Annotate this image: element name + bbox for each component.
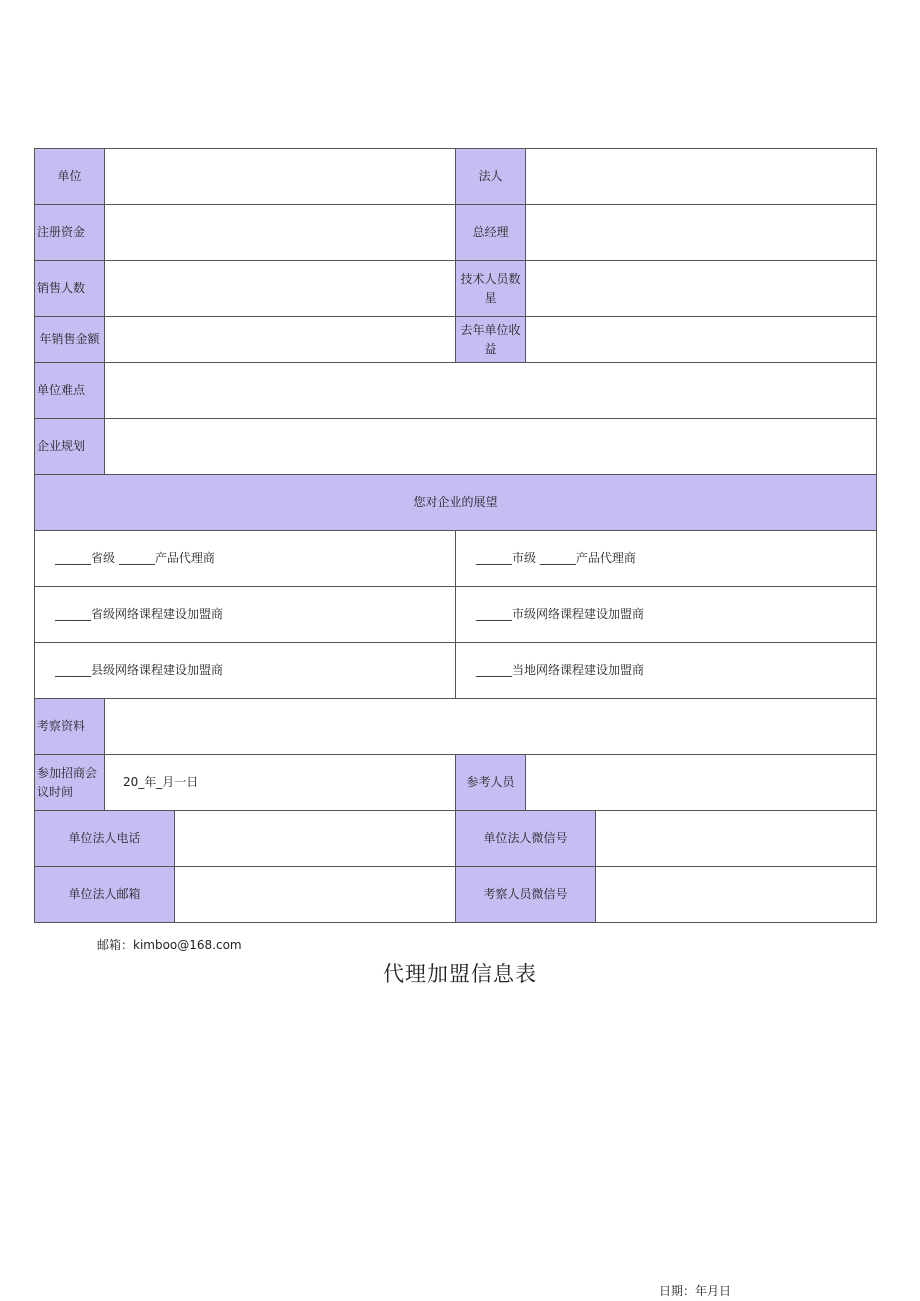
attendees-label: 参考人员 xyxy=(456,755,526,811)
annual-sales-label: 年销售金额 xyxy=(35,317,105,363)
last-year-income-field[interactable] xyxy=(526,317,877,363)
legal-phone-field[interactable] xyxy=(175,811,456,867)
option-provincial-product-agent[interactable]: ______省级 ______产品代理商 xyxy=(35,531,456,587)
legal-person-field[interactable] xyxy=(526,149,877,205)
attendees-field[interactable] xyxy=(526,755,877,811)
date-line: 日期：年月日 xyxy=(659,1284,732,1298)
legal-email-field[interactable] xyxy=(175,867,456,923)
unit-difficulties-label: 单位难点 xyxy=(35,363,105,419)
enterprise-plan-field[interactable] xyxy=(105,419,877,475)
tech-staff-count-label: 技术人员数星 xyxy=(456,261,526,317)
legal-phone-label: 单位法人电话 xyxy=(35,811,175,867)
sales-staff-count-field[interactable] xyxy=(105,261,456,317)
legal-email-label: 单位法人邮箱 xyxy=(35,867,175,923)
tech-staff-count-field[interactable] xyxy=(526,261,877,317)
form-title: 代理加盟信息表 xyxy=(383,962,537,986)
unit-difficulties-field[interactable] xyxy=(105,363,877,419)
option-city-product-agent[interactable]: ______市级 ______产品代理商 xyxy=(456,531,877,587)
meeting-time-field[interactable]: 20_年_月一日 xyxy=(105,755,456,811)
option-county-course-franchise[interactable]: ______县级网络课程建设加盟商 xyxy=(35,643,456,699)
contact-email: 邮箱：kimboo@168.com xyxy=(97,938,242,952)
option-local-course-franchise[interactable]: ______当地网络课程建设加盟商 xyxy=(456,643,877,699)
sales-staff-count-label: 销售人数 xyxy=(35,261,105,317)
general-manager-label: 总经理 xyxy=(456,205,526,261)
unit-field[interactable] xyxy=(105,149,456,205)
agent-application-form xyxy=(34,148,877,923)
inspection-materials-label: 考察资料 xyxy=(35,699,105,755)
expectation-header: 您对企业的展望 xyxy=(35,475,877,531)
legal-wechat-label: 单位法人微信号 xyxy=(456,811,596,867)
legal-wechat-field[interactable] xyxy=(596,811,877,867)
annual-sales-field[interactable] xyxy=(105,317,456,363)
inspector-wechat-field[interactable] xyxy=(596,867,877,923)
general-manager-field[interactable] xyxy=(526,205,877,261)
meeting-time-label: 参加招商会议时间 xyxy=(35,755,105,811)
last-year-income-label: 去年单位收益 xyxy=(456,317,526,363)
option-provincial-course-franchise[interactable]: ______省级网络课程建设加盟商 xyxy=(35,587,456,643)
registered-capital-label: 注册资金 xyxy=(35,205,105,261)
legal-person-label: 法人 xyxy=(456,149,526,205)
registered-capital-field[interactable] xyxy=(105,205,456,261)
unit-label: 单位 xyxy=(35,149,105,205)
option-city-course-franchise[interactable]: ______市级网络课程建设加盟商 xyxy=(456,587,877,643)
inspector-wechat-label: 考察人员微信号 xyxy=(456,867,596,923)
inspection-materials-field[interactable] xyxy=(105,699,877,755)
enterprise-plan-label: 企业规划 xyxy=(35,419,105,475)
